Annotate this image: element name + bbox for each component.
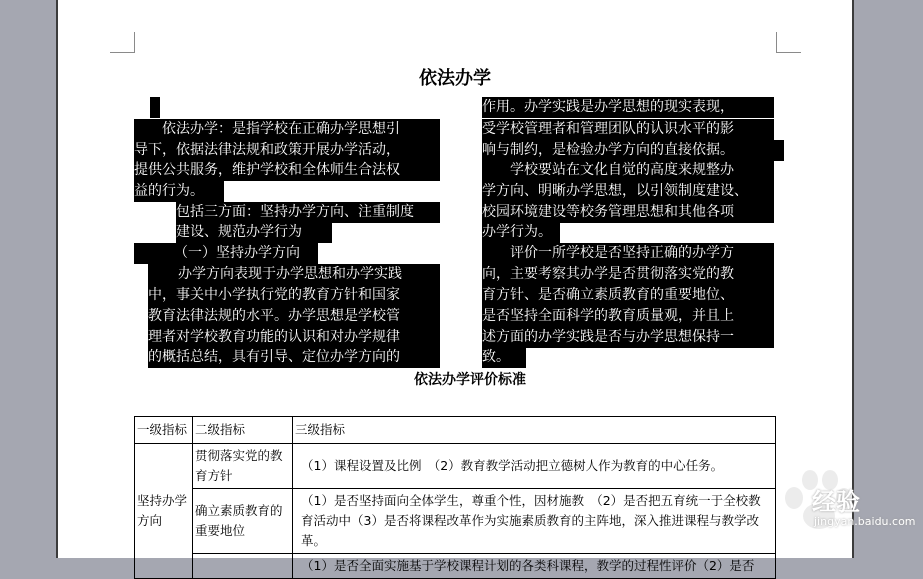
col1-line[interactable]: 依法办学：是指学校在正确办学思想引 xyxy=(134,119,440,140)
col2-line[interactable]: 述方面的办学实践是否与办学思想保持一 xyxy=(482,327,774,348)
col2-line[interactable]: 向，主要考察其办学是否贯彻落实党的教 xyxy=(482,264,774,285)
col1-line[interactable]: 益的行为。 xyxy=(134,181,224,202)
document-title: 依法办学 xyxy=(419,68,491,89)
col1-line[interactable]: 理者对学校教育功能的认识和对办学规律 xyxy=(148,327,440,348)
col1-line[interactable]: 包括三方面：坚持办学方向、注重制度 xyxy=(176,202,440,223)
col2-line[interactable]: 办学行为。 xyxy=(482,222,560,243)
col1-line[interactable]: 中，事关中小学执行党的教育方针和国家 xyxy=(148,285,440,306)
table-row xyxy=(135,489,776,554)
level2-cell[interactable]: 确立素质教育的重要地位 xyxy=(193,489,293,554)
col1-line[interactable]: 的概括总结，具有引导、定位办学方向的 xyxy=(148,347,440,368)
crop-mark-top-left xyxy=(110,32,135,53)
col2-line[interactable]: 致。 xyxy=(482,347,526,368)
level2-cell[interactable] xyxy=(193,554,293,579)
col2-line[interactable]: 学校要站在文化自觉的高度来规整办 xyxy=(482,160,774,181)
level3-cell[interactable]: （1）是否坚持面向全体学生，尊重个性，因材施教 （2）是否把五育统一于全校教育活动中（3）是否将课程改革作为实施素质教育的主阵地，深入推进课程与教学改革。 xyxy=(293,489,776,554)
watermark-brand: 经验 xyxy=(812,488,860,516)
col1-line[interactable]: 教育法律法规的水平。办学思想是学校管 xyxy=(148,306,440,327)
col2-line[interactable]: 受学校管理者和管理团队的认识水平的影 xyxy=(482,119,774,140)
col2-line[interactable]: 育方针、是否确立素质教育的重要地位、 xyxy=(482,285,774,306)
table-row xyxy=(135,444,776,489)
col2-line[interactable]: 评价一所学校是否坚持正确的办学方 xyxy=(482,243,774,264)
crop-mark-top-right xyxy=(776,32,801,53)
evaluation-table xyxy=(134,416,776,579)
level3-cell[interactable]: （1）是否全面实施基于学校课程计划的各类科课程，教学的过程性评价（2）是否 xyxy=(293,554,776,579)
table-title: 依法办学评价标准 xyxy=(414,372,526,388)
selection-block xyxy=(150,97,160,118)
table-header-row xyxy=(135,417,776,444)
header-level2[interactable]: 二级指标 xyxy=(193,417,293,444)
col2-line[interactable]: 响与制约，是检验办学方向的直接依据。 xyxy=(482,140,784,161)
col1-heading[interactable]: （一）坚持办学方向 xyxy=(134,243,318,264)
col1-line[interactable]: 提供公共服务，维护学校和全体师生合法权 xyxy=(134,160,440,181)
table-row xyxy=(135,554,776,579)
col2-line[interactable]: 作用。办学实践是办学思想的现实表现， xyxy=(482,97,774,118)
col2-line[interactable]: 校园环境建设等校务管理思想和其他各项 xyxy=(482,202,774,223)
col1-line[interactable]: 导下，依据法律法规和政策开展办学活动， xyxy=(134,140,440,161)
level2-cell[interactable]: 贯彻落实党的教育方针 xyxy=(193,444,293,489)
watermark-url: jingyan.baidu.com xyxy=(814,515,916,528)
col2-line[interactable]: 是否坚持全面科学的教育质量观，并且上 xyxy=(482,306,774,327)
level3-cell[interactable]: （1）课程设置及比例 （2）教育教学活动把立德树人作为教育的中心任务。 xyxy=(293,444,776,489)
col1-line[interactable]: 办学方向表现于办学思想和办学实践 xyxy=(148,264,440,285)
document-page xyxy=(58,0,852,573)
col2-line[interactable]: 学方向、明晰办学思想，以引领制度建设、 xyxy=(482,181,774,202)
header-level1[interactable]: 一级指标 xyxy=(135,417,193,444)
col1-line[interactable]: 建设、规范办学行为 xyxy=(176,222,332,243)
header-level3[interactable]: 三级指标 xyxy=(293,417,776,444)
level1-cell[interactable]: 坚持办学方向 xyxy=(135,444,193,579)
